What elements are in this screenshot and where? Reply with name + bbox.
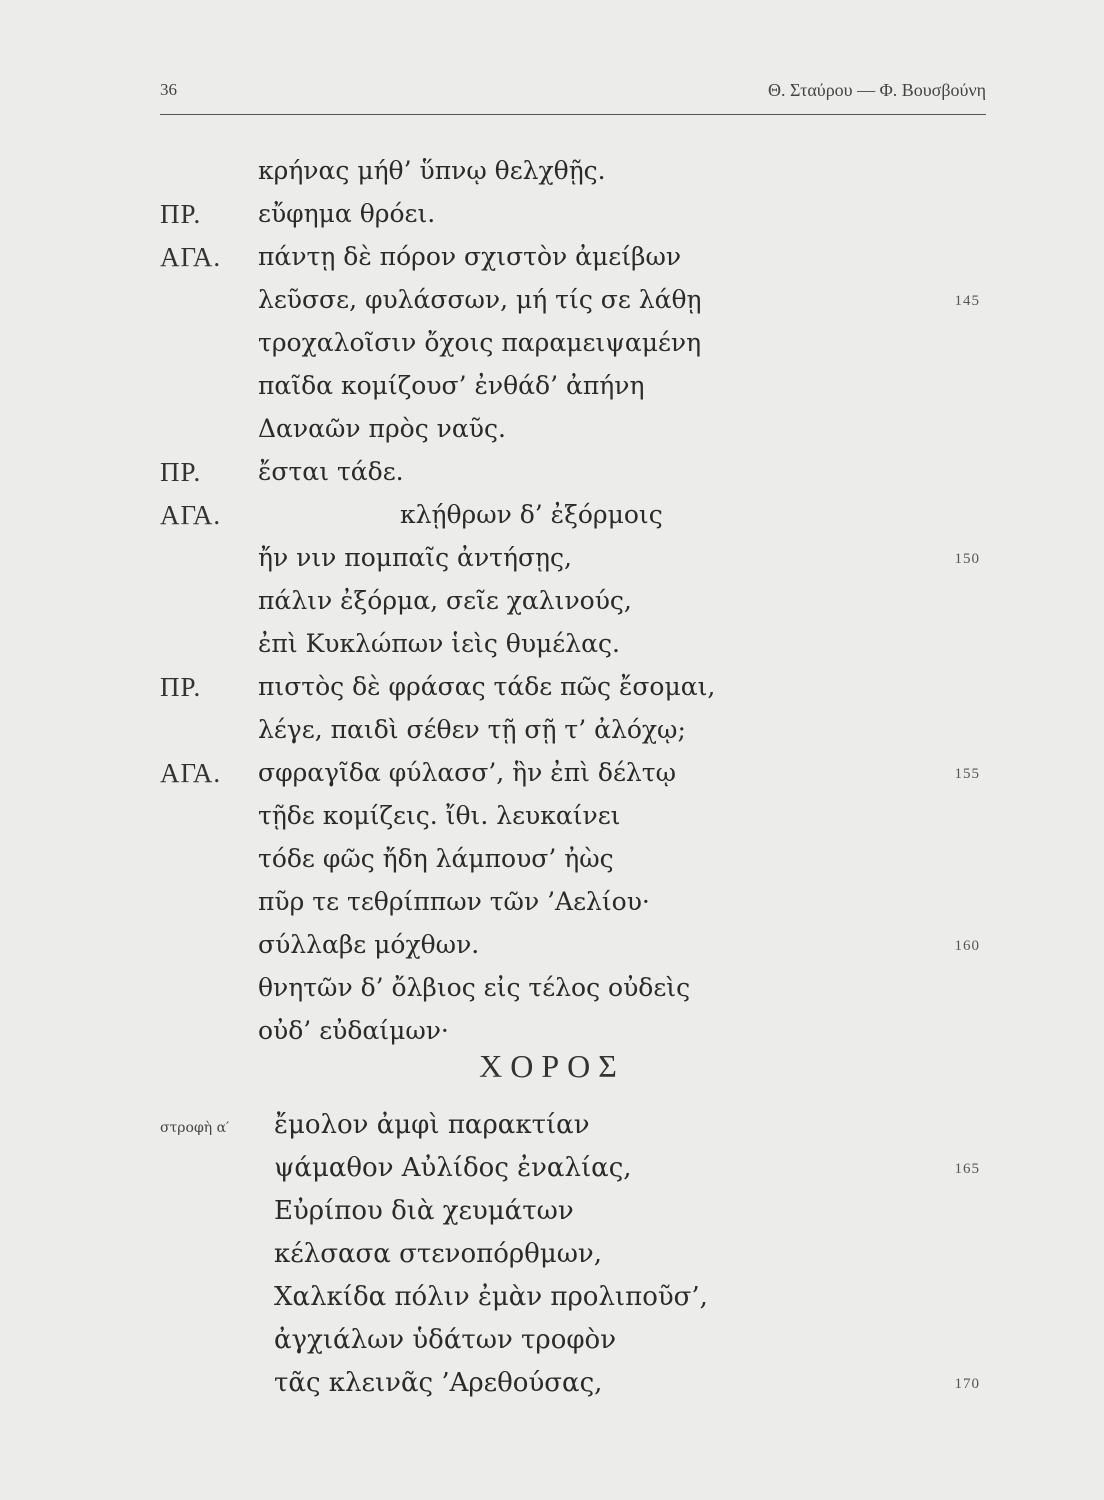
line-number: 160 — [954, 938, 980, 954]
verse-text: ἤν νιν πομπαῖς ἀντήσῃς, — [258, 543, 572, 572]
verse-text: Δαναῶν πρὸς ναῦς. — [258, 414, 506, 443]
line-number: 170 — [954, 1376, 980, 1392]
verse-line — [0, 371, 1104, 413]
verse-text: ἔμολον ἀμφὶ παρακτίαν — [274, 1110, 590, 1140]
page-number: 36 — [160, 80, 177, 99]
speaker-label: ΠΡ. — [160, 457, 202, 487]
verse-text: Εὐρίπου διὰ χευμάτων — [274, 1196, 574, 1226]
verse-line — [0, 414, 1104, 456]
line-number: 165 — [954, 1161, 980, 1177]
speaker-label: ΠΡ. — [160, 199, 202, 229]
verse-line — [0, 1239, 1104, 1281]
running-head: Θ. Σταύρου — Φ. Βουσβούνη — [767, 80, 986, 100]
verse-text: τῇδε κομίζεις. ἴθι. λευκαίνει — [258, 801, 621, 830]
verse-text: ψάμαθον Αὐλίδος ἐναλίας, — [274, 1153, 632, 1183]
chorus-title: ΧΟΡΟΣ — [479, 1048, 625, 1084]
verse-text: θνητῶν δ’ ὄλβιος εἰς τέλος οὐδεὶς — [258, 973, 691, 1002]
verse-line — [0, 758, 1104, 800]
verse-text: σύλλαβε μόχθων. — [258, 930, 480, 959]
verse-line — [0, 1153, 1104, 1195]
verse-text: Χαλκίδα πόλιν ἐμὰν προλιποῦσ’, — [274, 1282, 708, 1312]
verse-line — [0, 285, 1104, 327]
verse-text: παῖδα κομίζουσ’ ἐνθάδ’ ἀπήνη — [258, 371, 645, 400]
verse-text: λέγε, παιδὶ σέθεν τῇ σῇ τ’ ἀλόχῳ; — [258, 715, 686, 744]
verse-text: ἔσται τάδε. — [258, 457, 404, 486]
line-number: 155 — [954, 766, 980, 782]
verse-text: τόδε φῶς ἤδη λάμπουσ’ ἠὼς — [258, 844, 614, 873]
verse-line — [0, 586, 1104, 628]
verse-text: τᾶς κλεινᾶς ’Αρεθούσας, — [274, 1368, 603, 1398]
verse-text: πάντῃ δὲ πόρον σχιστὸν ἀμείβων — [258, 242, 682, 271]
verse-line — [0, 973, 1104, 1015]
verse-line — [0, 629, 1104, 671]
strophe-label: στροφὴ α′ — [160, 1120, 230, 1136]
verse-line — [0, 1282, 1104, 1324]
page-header — [160, 78, 986, 115]
verse-text: λεῦσσε, φυλάσσων, μή τίς σε λάθῃ — [258, 285, 702, 314]
verse-line — [0, 672, 1104, 714]
verse-text: πῦρ τε τεθρίππων τῶν ’Αελίου· — [258, 887, 650, 916]
speaker-label: ΠΡ. — [160, 672, 202, 702]
verse-text: ἀγχιάλων ὑδάτων τροφὸν — [274, 1325, 617, 1355]
verse-text: κλῄθρων δ’ ἐξόρμοις — [400, 500, 663, 529]
verse-text: οὐδ’ εὐδαίμων· — [258, 1016, 449, 1045]
verse-line — [0, 1110, 1104, 1152]
verse-text: ἐπὶ Κυκλώπων ἱεὶς θυμέλας. — [258, 629, 620, 658]
verse-line — [0, 1368, 1104, 1410]
verse-line — [0, 199, 1104, 241]
verse-text: τροχαλοῖσιν ὄχοις παραμειψαμένη — [258, 328, 702, 357]
verse-line — [0, 887, 1104, 929]
verse-line — [0, 930, 1104, 972]
verse-line — [0, 242, 1104, 284]
verse-line — [0, 156, 1104, 198]
verse-text: κέλσασα στενοπόρθμων, — [274, 1239, 602, 1269]
line-number: 145 — [954, 293, 980, 309]
verse-text: σφραγῖδα φύλασσ’, ἣν ἐπὶ δέλτῳ — [258, 758, 676, 787]
speaker-label: ΑΓΑ. — [160, 242, 222, 272]
line-number: 150 — [954, 551, 980, 567]
speaker-label: ΑΓΑ. — [160, 758, 222, 788]
verse-line — [0, 543, 1104, 585]
verse-line — [0, 715, 1104, 757]
speaker-label: ΑΓΑ. — [160, 500, 222, 530]
verse-text: πάλιν ἐξόρμα, σεῖε χαλινούς, — [258, 586, 632, 615]
verse-line — [0, 500, 1104, 542]
verse-line — [0, 457, 1104, 499]
verse-text: κρήνας μήθ’ ὕπνῳ θελχθῇς. — [258, 156, 606, 185]
verse-text: πιστὸς δὲ φράσας τάδε πῶς ἔσομαι, — [258, 672, 716, 701]
verse-line — [0, 1196, 1104, 1238]
verse-line — [0, 844, 1104, 886]
verse-line — [0, 801, 1104, 843]
verse-line — [0, 1325, 1104, 1367]
verse-text: εὔφημα θρόει. — [258, 199, 436, 228]
